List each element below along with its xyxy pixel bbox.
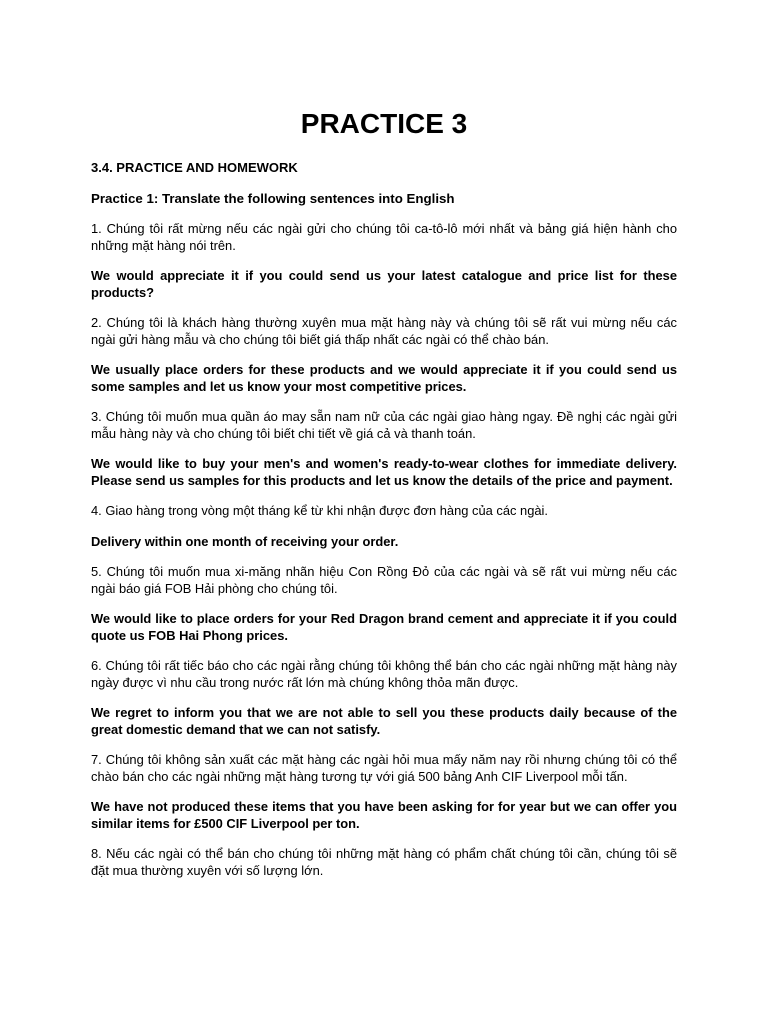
- english-translation: Delivery within one month of receiving your order.: [91, 533, 399, 549]
- english-translation: We would appreciate it if you could send us your latest catalogue and price list for these products?: [91, 268, 677, 300]
- vietnamese-sentence: 7. Chúng tôi không sản xuất các mặt hàng các ngài hỏi mua mấy năm nay rồi nhưng chúng tôi có thể chào bán cho các ngài những mặt hàng tương tự với giá 500 bảng Anh CIF Liverpool mỗi tấn.: [91, 752, 677, 784]
- exercise-item-4: [91, 503, 677, 550]
- document-page: [91, 0, 677, 879]
- exercise-item-7: [91, 752, 677, 832]
- vietnamese-sentence: 2. Chúng tôi là khách hàng thường xuyên mua mặt hàng này và chúng tôi sẽ rất vui mừng nếu các ngài gửi hàng mẫu và cho chúng tôi biết giá thấp nhất các ngài có thể chào bán.: [91, 315, 677, 347]
- vietnamese-sentence: 3. Chúng tôi muốn mua quần áo may sẵn nam nữ của các ngài giao hàng ngay. Đề nghị các ngài gửi mẫu hàng này và cho chúng tôi biết chi tiết về giá cả và thanh toán.: [91, 409, 677, 441]
- exercise-item-3: [91, 409, 677, 489]
- exercise-item-2: [91, 315, 677, 395]
- vietnamese-sentence: 6. Chúng tôi rất tiếc báo cho các ngài rằng chúng tôi không thể bán cho các ngài những mặt hàng này ngày được vì nhu cầu trong nước rất lớn mà chúng không thỏa mãn được.: [91, 658, 677, 690]
- exercise-item-6: [91, 658, 677, 738]
- exercise-item-1: [91, 221, 677, 301]
- english-translation: We have not produced these items that you have been asking for for year but we can offer you similar items for £500 CIF Liverpool per ton.: [91, 799, 677, 831]
- exercise-item-5: [91, 564, 677, 644]
- vietnamese-sentence: 1. Chúng tôi rất mừng nếu các ngài gửi cho chúng tôi ca-tô-lô mới nhất và bảng giá hiện hành cho những mặt hàng nói trên.: [91, 221, 677, 253]
- section-heading: 3.4. PRACTICE AND HOMEWORK: [91, 160, 298, 175]
- vietnamese-sentence: 4. Giao hàng trong vòng một tháng kể từ khi nhận được đơn hàng của các ngài.: [91, 503, 548, 518]
- english-translation: We would like to place orders for your Red Dragon brand cement and appreciate it if you could quote us FOB Hai Phong prices.: [91, 611, 677, 643]
- english-translation: We regret to inform you that we are not able to sell you these products daily because of the great domestic demand that we can not satisfy.: [91, 705, 677, 737]
- english-translation: We would like to buy your men's and women's ready-to-wear clothes for immediate delivery. Please send us samples for this products and let us know the details of the price and payment.: [91, 456, 677, 488]
- exercise-item-8: [91, 846, 677, 879]
- vietnamese-sentence: 5. Chúng tôi muốn mua xi-măng nhãn hiệu Con Rồng Đỏ của các ngài và sẽ rất vui mừng nếu các ngài báo giá FOB Hải phòng cho chúng tôi.: [91, 564, 677, 596]
- practice-heading: Practice 1: Translate the following sentences into English: [91, 191, 455, 206]
- english-translation: We usually place orders for these products and we would appreciate it if you could send us some samples and let us know your most competitive prices.: [91, 362, 677, 394]
- page-title: PRACTICE 3: [300, 108, 468, 139]
- vietnamese-sentence: 8. Nếu các ngài có thể bán cho chúng tôi những mặt hàng có phẩm chất chúng tôi cần, chúng tôi sẽ đặt mua thường xuyên với số lượng lớn.: [91, 846, 677, 878]
